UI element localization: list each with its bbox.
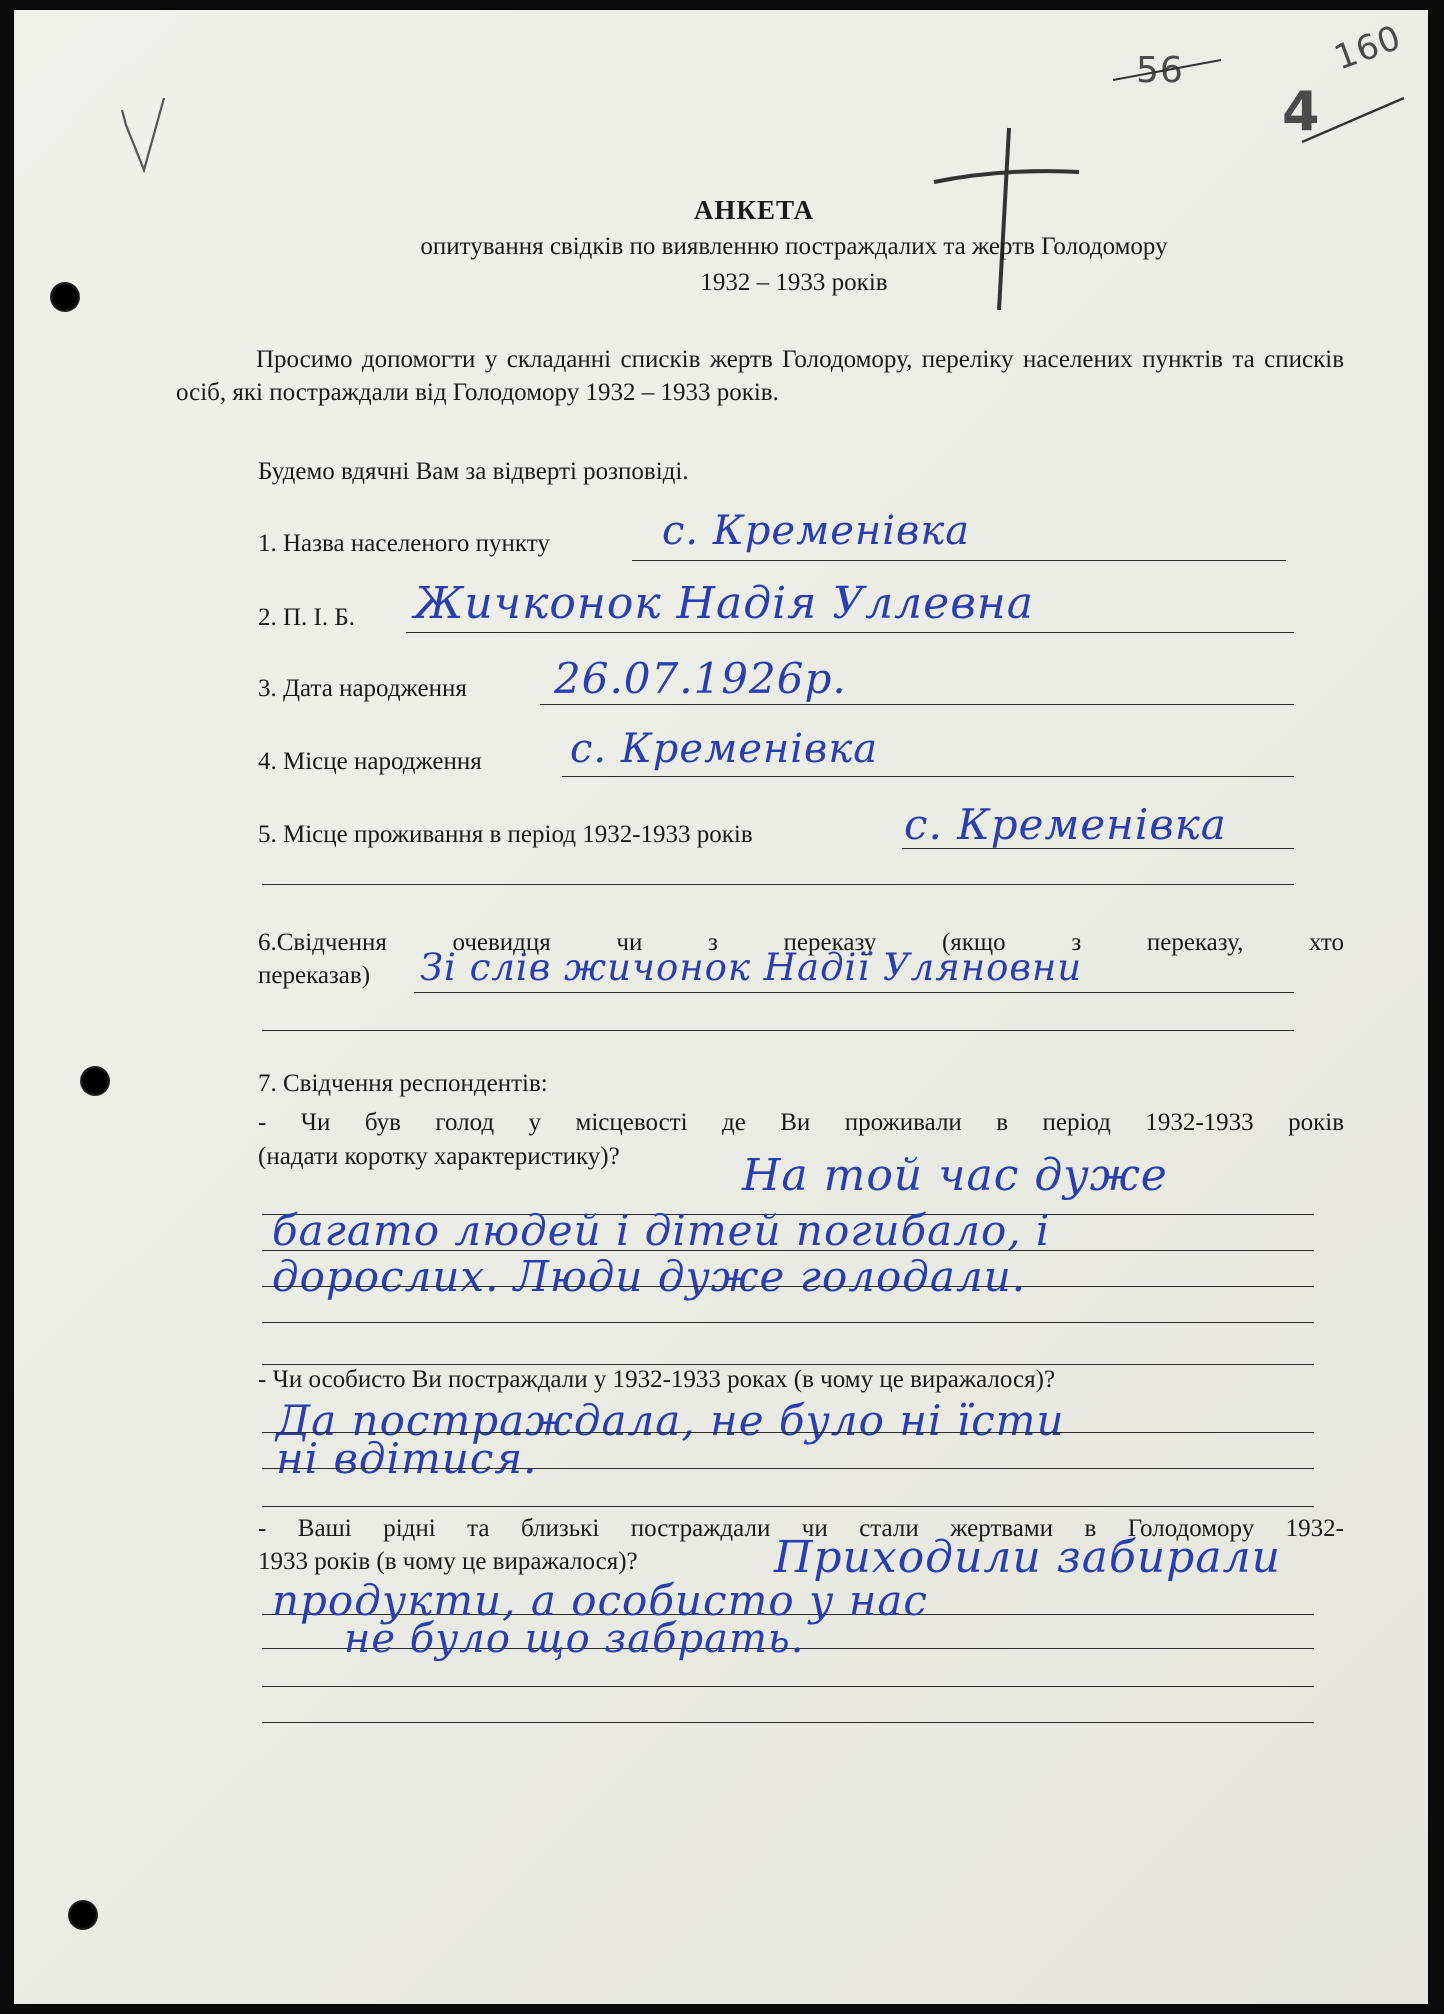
answer-1-line-3: дорослих. Люди дуже голодали. xyxy=(272,1252,1027,1301)
settlement-label: 1. Назва населеного пункту xyxy=(258,530,550,557)
testimony-line xyxy=(414,992,1294,993)
answer-3-line-3: не було що забрать. xyxy=(344,1616,805,1662)
side-mark: 4 xyxy=(1282,80,1321,143)
answer-3-rule-4 xyxy=(262,1722,1314,1723)
answer-3-line-2: продукти, а особисто у нас xyxy=(272,1576,928,1625)
name-value: Жичконок Надія Уллевна xyxy=(414,578,1035,629)
answer-2-line-2: ні вдітися. xyxy=(276,1434,538,1483)
birth-place-label: 4. Місце народження xyxy=(258,748,482,775)
birth-place-value: с. Кременівка xyxy=(570,726,879,772)
testimony-label: 6.Свідчення очевидця чи з переказу (якщо з переказу, хто xyxy=(258,929,1344,956)
question-3-line-2: 1933 років (в чому це виражалося)? xyxy=(258,1548,638,1575)
answer-1-rule-3 xyxy=(262,1286,1314,1287)
strike-line-icon xyxy=(1109,50,1229,90)
birth-date-label: 3. Дата народження xyxy=(258,675,467,702)
answer-3-rule-3 xyxy=(262,1686,1314,1687)
name-line xyxy=(406,632,1294,633)
birth-place-line xyxy=(562,776,1294,777)
document-title: АНКЕТА xyxy=(693,195,815,225)
residence-value: с. Кременівка xyxy=(904,800,1227,849)
testimony-value: Зі слів жичонок Надії Уляновни xyxy=(420,946,1083,989)
sheet-number: 160 xyxy=(1329,17,1407,79)
document-years: 1932 – 1933 років xyxy=(700,269,888,296)
punch-hole-middle xyxy=(80,1066,110,1096)
answer-2-rule-3 xyxy=(262,1506,1314,1507)
intro-thanks: Будемо вдячні Вам за відверті розповіді. xyxy=(258,458,689,485)
birth-date-line xyxy=(540,704,1294,705)
question-2: - Чи особисто Ви постраждали у 1932-1933 роках (в чому це виражалося)? xyxy=(258,1366,1056,1393)
answer-2-line-1: Да постраждала, не було ні їсти xyxy=(276,1396,1065,1445)
question-1-line-2: (надати коротку характеристику)? xyxy=(258,1143,620,1170)
answer-3-line-1: Приходили забирали xyxy=(774,1532,1281,1583)
question-1: - Чи був голод у місцевості де Ви проживали в період 1932-1933 років xyxy=(258,1109,1344,1136)
document-subtitle: опитування свідків по виявленню постраждалих та жертв Голодомору xyxy=(420,233,1168,260)
respondents-heading: 7. Свідчення респондентів: xyxy=(258,1070,548,1097)
answer-1-line-1: На той час дуже xyxy=(742,1150,1168,1201)
settlement-line xyxy=(632,560,1286,561)
answer-1-rule-4 xyxy=(262,1322,1314,1323)
pencil-underline-icon xyxy=(1294,90,1414,150)
answer-2-rule-2 xyxy=(262,1468,1314,1469)
answer-2-rule-1 xyxy=(262,1432,1314,1433)
answer-1-line-2: багато людей і дітей погибало, і xyxy=(272,1206,1051,1255)
question-3: - Ваші рідні та близькі постраждали чи стали жертвами в Голодомору 1932- xyxy=(258,1515,1344,1542)
testimony-line-2 xyxy=(262,1030,1294,1031)
name-label: 2. П. І. Б. xyxy=(258,604,355,631)
birth-date-value: 26.07.1926р. xyxy=(554,654,847,703)
pencil-checkmark-icon xyxy=(114,80,174,180)
testimony-label-2: переказав) xyxy=(258,962,371,989)
answer-1-rule-2 xyxy=(262,1250,1314,1251)
punch-hole-bottom xyxy=(68,1900,98,1930)
answer-1-rule-5 xyxy=(262,1364,1314,1365)
old-page-number: 56 xyxy=(1136,50,1184,91)
intro-paragraph: Просимо допомогти у складанні списків жертв Голодомору, переліку населених пунктів та списків осіб, які постраждали від Голодомору 1932 – 1933 років. xyxy=(176,346,1344,406)
residence-line-2 xyxy=(262,884,1294,885)
residence-label: 5. Місце проживання в період 1932-1933 років xyxy=(258,821,753,848)
questionnaire-sheet xyxy=(14,10,1428,2004)
settlement-value: с. Кременівка xyxy=(662,508,971,554)
